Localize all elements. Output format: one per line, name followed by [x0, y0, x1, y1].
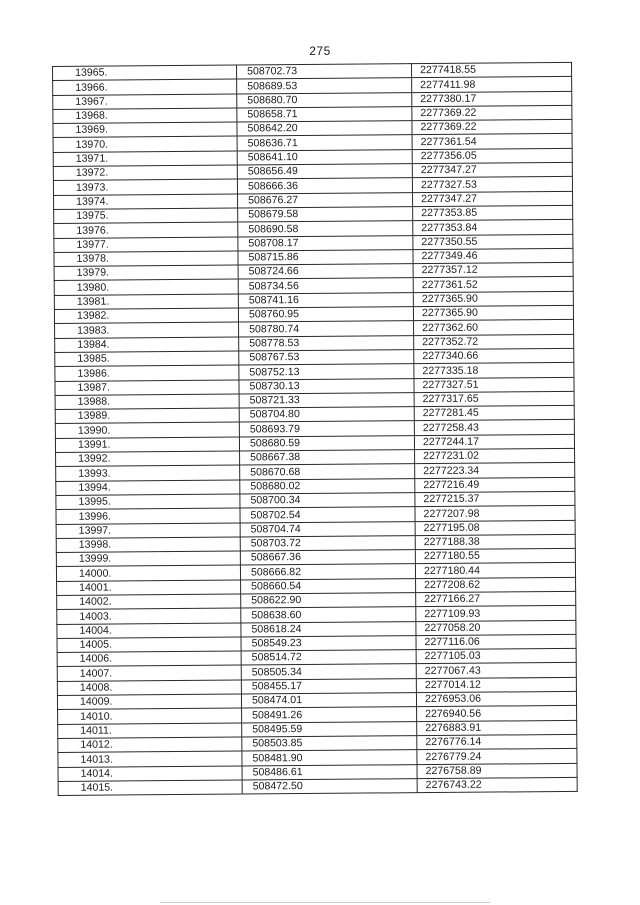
point-number-cell: 14015.	[58, 780, 242, 796]
point-number-cell: 13985.	[55, 351, 239, 367]
northing-cell: 2277353.85	[413, 205, 573, 221]
northing-cell: 2277317.65	[414, 391, 574, 407]
point-number-cell: 14000.	[56, 565, 240, 581]
northing-cell: 2276743.22	[417, 777, 577, 793]
northing-cell: 2277380.17	[412, 91, 572, 107]
point-number-cell: 13986.	[55, 365, 239, 381]
point-number-cell: 13995.	[56, 494, 240, 510]
easting-cell: 508734.56	[238, 278, 413, 294]
easting-cell: 508666.82	[240, 564, 415, 580]
northing-cell: 2277362.60	[414, 320, 574, 336]
point-number-cell: 13970.	[53, 137, 237, 153]
northing-cell: 2277361.52	[413, 277, 573, 293]
point-number-cell: 14013.	[58, 751, 242, 767]
easting-cell: 508715.86	[238, 250, 413, 266]
point-number-cell: 14014.	[58, 766, 242, 782]
northing-cell: 2277188.38	[415, 534, 575, 550]
easting-cell: 508676.27	[238, 192, 413, 208]
northing-cell: 2277014.12	[416, 677, 576, 693]
point-number-cell: 13999.	[56, 551, 240, 567]
easting-cell: 508704.80	[239, 407, 414, 423]
easting-cell: 508724.66	[238, 264, 413, 280]
page-number: 275	[309, 44, 331, 58]
northing-cell: 2277109.93	[416, 606, 576, 622]
easting-cell: 508666.36	[237, 178, 412, 194]
point-number-cell: 13983.	[55, 322, 239, 338]
northing-cell: 2276953.06	[416, 691, 576, 707]
northing-cell: 2277180.55	[415, 548, 575, 564]
northing-cell: 2277058.20	[416, 620, 576, 636]
northing-cell: 2277352.72	[414, 334, 574, 350]
easting-cell: 508495.59	[242, 721, 417, 737]
easting-cell: 508693.79	[239, 421, 414, 437]
point-number-cell: 13974.	[54, 194, 238, 210]
easting-cell: 508690.58	[238, 221, 413, 237]
easting-cell: 508704.74	[240, 521, 415, 537]
northing-cell: 2276779.24	[417, 749, 577, 765]
easting-cell: 508486.61	[242, 764, 417, 780]
northing-cell: 2276758.89	[417, 763, 577, 779]
easting-cell: 508752.13	[239, 364, 414, 380]
easting-cell: 508549.23	[241, 636, 416, 652]
table-body	[53, 62, 578, 795]
point-number-cell: 14010.	[58, 708, 242, 724]
point-number-cell: 14003.	[57, 608, 241, 624]
easting-cell: 508700.34	[240, 493, 415, 509]
point-number-cell: 13982.	[54, 308, 238, 324]
point-number-cell: 14011.	[58, 723, 242, 739]
easting-cell: 508689.53	[237, 78, 412, 94]
easting-cell: 508778.53	[239, 335, 414, 351]
table-row	[58, 777, 577, 795]
northing-cell: 2277223.34	[415, 463, 575, 479]
easting-cell: 508702.54	[240, 507, 415, 523]
point-number-cell: 13990.	[55, 422, 239, 438]
point-number-cell: 13998.	[56, 537, 240, 553]
easting-cell: 508767.53	[239, 350, 414, 366]
northing-cell: 2277258.43	[414, 420, 574, 436]
easting-cell: 508679.58	[238, 207, 413, 223]
northing-cell: 2277369.22	[412, 120, 572, 136]
northing-cell: 2276940.56	[417, 706, 577, 722]
northing-cell: 2277350.55	[413, 234, 573, 250]
northing-cell: 2277166.27	[416, 591, 576, 607]
northing-cell: 2277281.45	[414, 406, 574, 422]
northing-cell: 2277347.27	[413, 191, 573, 207]
point-number-cell: 13984.	[55, 337, 239, 353]
easting-cell: 508658.71	[237, 107, 412, 123]
northing-cell: 2277365.90	[413, 305, 573, 321]
easting-cell: 508660.54	[241, 578, 416, 594]
easting-cell: 508780.74	[239, 321, 414, 337]
northing-cell: 2276883.91	[417, 720, 577, 736]
northing-cell: 2277361.54	[412, 134, 572, 150]
easting-cell: 508760.95	[238, 307, 413, 323]
northing-cell: 2277105.03	[416, 649, 576, 665]
point-number-cell: 13978.	[54, 251, 238, 267]
northing-cell: 2277215.37	[415, 491, 575, 507]
easting-cell: 508656.49	[237, 164, 412, 180]
easting-cell: 508622.90	[241, 593, 416, 609]
point-number-cell: 14005.	[57, 637, 241, 653]
point-number-cell: 13992.	[56, 451, 240, 467]
easting-cell: 508667.38	[240, 450, 415, 466]
easting-cell: 508642.20	[237, 121, 412, 137]
northing-cell: 2277349.46	[413, 248, 573, 264]
point-number-cell: 14002.	[57, 594, 241, 610]
northing-cell: 2277369.22	[412, 105, 572, 121]
easting-cell: 508680.59	[239, 435, 414, 451]
northing-cell: 2277327.51	[414, 377, 574, 393]
easting-cell: 508491.26	[242, 707, 417, 723]
easting-cell: 508680.70	[237, 92, 412, 108]
northing-cell: 2277231.02	[415, 448, 575, 464]
point-number-cell: 13988.	[55, 394, 239, 410]
easting-cell: 508472.50	[242, 778, 417, 794]
northing-cell: 2277208.62	[416, 577, 576, 593]
point-number-cell: 14007.	[57, 666, 241, 682]
point-number-cell: 13969.	[53, 122, 237, 138]
easting-cell: 508741.16	[238, 292, 413, 308]
easting-cell: 508667.36	[240, 550, 415, 566]
easting-cell: 508702.73	[236, 64, 411, 80]
point-number-cell: 13981.	[54, 294, 238, 310]
northing-cell: 2277353.84	[413, 220, 573, 236]
easting-cell: 508481.90	[242, 750, 417, 766]
northing-cell: 2277207.98	[415, 506, 575, 522]
point-number-cell: 13979.	[54, 265, 238, 281]
easting-cell: 508641.10	[237, 149, 412, 165]
northing-cell: 2277244.17	[414, 434, 574, 450]
easting-cell: 508680.02	[240, 478, 415, 494]
northing-cell: 2277327.53	[412, 177, 572, 193]
northing-cell: 2276776.14	[417, 734, 577, 750]
point-number-cell: 13977.	[54, 237, 238, 253]
point-number-cell: 13991.	[55, 437, 239, 453]
point-number-cell: 14001.	[57, 580, 241, 596]
point-number-cell: 13967.	[53, 94, 237, 110]
point-number-cell: 13973.	[53, 179, 237, 195]
point-number-cell: 13987.	[55, 380, 239, 396]
northing-cell: 2277357.12	[413, 263, 573, 279]
easting-cell: 508638.60	[241, 607, 416, 623]
point-number-cell: 13965.	[53, 65, 237, 81]
point-number-cell: 13989.	[55, 408, 239, 424]
northing-cell: 2277116.06	[416, 634, 576, 650]
point-number-cell: 13980.	[54, 279, 238, 295]
easting-cell: 508730.13	[239, 378, 414, 394]
northing-cell: 2277195.08	[415, 520, 575, 536]
easting-cell: 508636.71	[237, 135, 412, 151]
point-number-cell: 13968.	[53, 108, 237, 124]
point-number-cell: 14006.	[57, 651, 241, 667]
easting-cell: 508474.01	[241, 693, 416, 709]
northing-cell: 2277418.55	[411, 62, 571, 78]
northing-cell: 2277067.43	[416, 663, 576, 679]
easting-cell: 508670.68	[240, 464, 415, 480]
northing-cell: 2277347.27	[412, 162, 572, 178]
northing-cell: 2277180.44	[415, 563, 575, 579]
northing-cell: 2277216.49	[415, 477, 575, 493]
point-number-cell: 13996.	[56, 508, 240, 524]
easting-cell: 508618.24	[241, 621, 416, 637]
coordinate-table	[52, 62, 578, 796]
northing-cell: 2277365.90	[413, 291, 573, 307]
easting-cell: 508514.72	[241, 650, 416, 666]
point-number-cell: 13966.	[53, 79, 237, 95]
northing-cell: 2277335.18	[414, 363, 574, 379]
northing-cell: 2277411.98	[412, 77, 572, 93]
easting-cell: 508503.85	[242, 736, 417, 752]
point-number-cell: 14012.	[58, 737, 242, 753]
scan-edge-line	[160, 902, 490, 903]
northing-cell: 2277340.66	[414, 348, 574, 364]
easting-cell: 508455.17	[241, 678, 416, 694]
point-number-cell: 13997.	[56, 523, 240, 539]
point-number-cell: 14008.	[57, 680, 241, 696]
point-number-cell: 14004.	[57, 623, 241, 639]
point-number-cell: 13976.	[54, 222, 238, 238]
easting-cell: 508708.17	[238, 235, 413, 251]
easting-cell: 508721.33	[239, 392, 414, 408]
northing-cell: 2277356.05	[412, 148, 572, 164]
point-number-cell: 13971.	[53, 151, 237, 167]
point-number-cell: 13994.	[56, 480, 240, 496]
point-number-cell: 13972.	[53, 165, 237, 181]
point-number-cell: 13975.	[54, 208, 238, 224]
point-number-cell: 13993.	[56, 465, 240, 481]
easting-cell: 508703.72	[240, 535, 415, 551]
point-number-cell: 14009.	[57, 694, 241, 710]
easting-cell: 508505.34	[241, 664, 416, 680]
